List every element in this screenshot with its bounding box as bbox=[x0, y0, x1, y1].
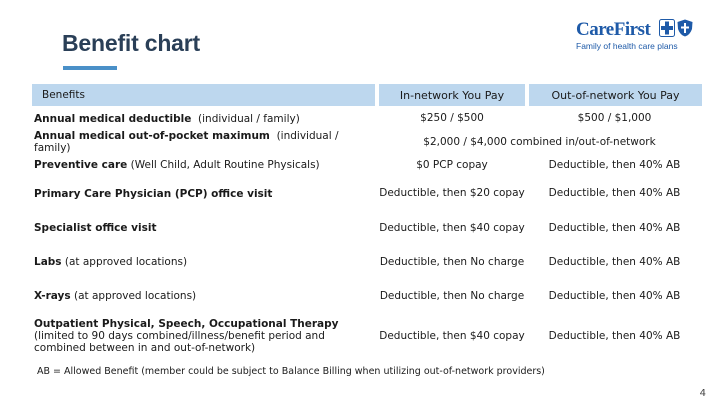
out-network-cell: Deductible, then 40% AB bbox=[548, 329, 681, 342]
page-title: Benefit chart bbox=[62, 30, 200, 56]
benefit-cell: Annual medical deductible (individual / family) bbox=[34, 112, 300, 125]
header-out-network: Out-of-network You Pay bbox=[527, 84, 702, 107]
table-row bbox=[32, 176, 702, 211]
logo-tagline: Family of health care plans bbox=[576, 41, 678, 51]
benefit-cell: Primary Care Physician (PCP) office visit bbox=[34, 187, 273, 200]
table-row bbox=[32, 245, 702, 279]
table-row bbox=[32, 211, 702, 245]
logo-wordmark: CareFirst bbox=[576, 19, 651, 40]
table-row bbox=[32, 279, 702, 313]
benefit-cell: Annual medical out-of-pocket maximum (individual / family) bbox=[34, 129, 339, 154]
out-network-cell: $500 / $1,000 bbox=[577, 112, 652, 124]
benefit-cell: Specialist office visit bbox=[34, 222, 157, 234]
out-network-cell: Deductible, then 40% AB bbox=[548, 187, 681, 199]
combined-cell: $2,000 / $4,000 combined in/out-of-network bbox=[423, 135, 656, 148]
title-underline bbox=[63, 66, 117, 70]
in-network-cell: $250 / $500 bbox=[420, 112, 484, 124]
in-network-cell: Deductible, then $40 copay bbox=[379, 329, 525, 342]
benefit-cell: X-rays (at approved locations) bbox=[34, 290, 197, 302]
blue-cross-icon bbox=[659, 19, 675, 37]
in-network-cell: Deductible, then No charge bbox=[379, 289, 525, 302]
out-network-cell: Deductible, then 40% AB bbox=[548, 289, 681, 302]
in-network-cell: Deductible, then $20 copay bbox=[379, 187, 525, 199]
footnote: AB = Allowed Benefit (member could be subject to Balance Billing when utilizing out-of-network providers) bbox=[37, 366, 545, 377]
benefit-cell: Outpatient Physical, Speech, Occupational Therapy (limited to 90 days combined/illness/benefit period and combined between in and out-of-network) bbox=[34, 318, 339, 354]
in-network-cell: $0 PCP copay bbox=[416, 158, 488, 171]
out-network-cell: Deductible, then 40% AB bbox=[548, 255, 681, 268]
benefit-cell: Preventive care (Well Child, Adult Routine Physicals) bbox=[34, 159, 320, 171]
header-benefits: Benefits bbox=[32, 84, 377, 107]
benefit-table bbox=[32, 84, 702, 359]
blue-shield-icon bbox=[677, 19, 693, 37]
out-network-cell: Deductible, then 40% AB bbox=[548, 158, 681, 171]
in-network-cell: Deductible, then No charge bbox=[379, 255, 525, 268]
out-network-cell: Deductible, then 40% AB bbox=[548, 221, 681, 234]
table-row bbox=[32, 107, 702, 129]
in-network-cell: Deductible, then $40 copay bbox=[379, 221, 525, 234]
table-row bbox=[32, 129, 702, 154]
benefit-cell: Labs (at approved locations) bbox=[34, 256, 188, 268]
table-header-row bbox=[32, 84, 702, 107]
carefirst-logo bbox=[574, 19, 694, 55]
page-number: 4 bbox=[699, 388, 706, 399]
header-in-network: In-network You Pay bbox=[377, 84, 527, 107]
table-row bbox=[32, 313, 702, 359]
table-row bbox=[32, 154, 702, 176]
